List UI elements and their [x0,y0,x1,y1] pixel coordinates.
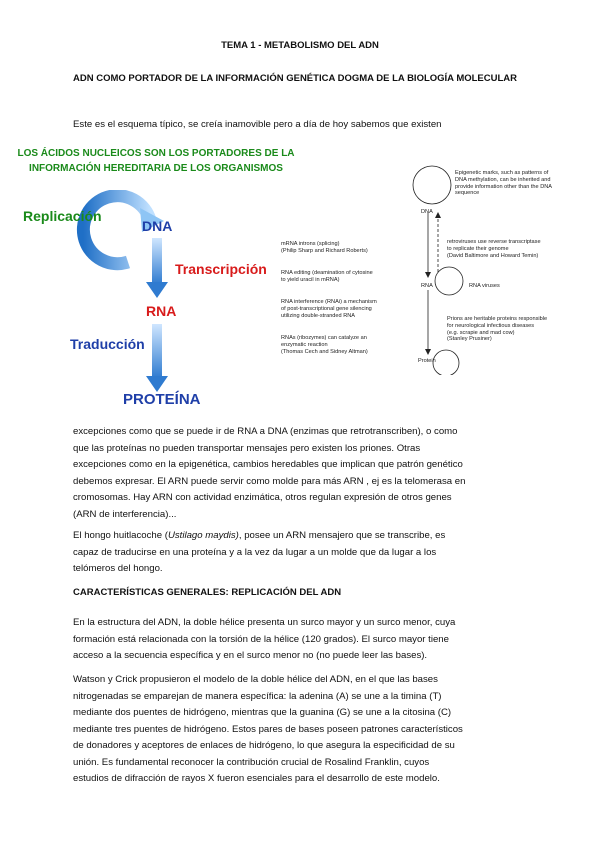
intro-line: Este es el esquema típico, se creía inamovible pero a día de hoy sabemos que existen [73,119,442,130]
note-line: retroviruses use reverse transcriptase [447,239,541,245]
note-line: Epigenetic marks, such as patterns of [455,170,549,176]
text-line: En la estructura del ADN, la doble hélice presenta un surco mayor y un surco menor, cuya [73,617,456,628]
replication-arc [83,196,150,264]
note-line: sequence [455,190,480,197]
note-line: of post-transcriptional gene silencing [281,305,372,312]
text-line: cromosomas. Hay ARN con actividad enzimática, otros regulan expresión de otros genes [73,492,452,503]
note-line: RNA editing (deamination of cytosine [281,270,373,276]
text-line: de donadores y aceptores de enlaces de hidrógeno, lo que asegura la especificidad de su [73,740,455,751]
text-line: formación está relacionada con la torsión de la hélice (120 grados). El surco mayor tiene [73,633,449,645]
text-line: unión. Es fundamental reconocer la contribución crucial de Rosalind Franklin, cuyos [73,756,430,768]
label-dna: DNA [142,218,173,234]
note-line: (Stanley Prusiner) [447,336,492,343]
text-line: (ARN de interferencia)... [73,508,177,520]
transcription-arrow-shaft [152,238,162,284]
note-line: (Philip Sharp and Richard Roberts) [281,247,368,254]
text-line: estudios de difracción de rayos X fueron esenciales para el desarrollo de este modelo. [73,773,440,784]
paragraph-watson-crick [73,672,548,788]
text-line: mediante dos puentes de hidrógeno, mientras que la guanina (G) se une a la citosina (C) [73,707,452,718]
section-heading-dogma: ADN COMO PORTADOR DE LA INFORMACIÓN GENÉTICA DOGMA DE LA BIOLOGÍA MOLECULAR [73,73,518,84]
text-line: telómeros del hongo. [73,563,163,574]
note-rna-viruses: RNA viruses [469,283,500,289]
note-retroviruses [447,239,597,259]
note-line: mRNA introns (splicing) [281,241,340,247]
note-rnai [281,299,411,319]
note-mrna-introns [281,241,411,255]
note-line: for neurological infectious diseases [447,322,535,329]
species-name: Ustilago maydis) [167,530,239,541]
note-line: enzymatic reaction [281,341,328,348]
paragraph-exceptions [73,424,543,523]
figure-header-line-1: LOS ÁCIDOS NUCLEICOS SON LOS PORTADORES DE LA [17,148,295,159]
label-traduccion: Traducción [70,336,145,352]
right-rna-label: RNA [421,283,433,289]
translation-arrowhead [146,376,168,392]
document-title: TEMA 1 - METABOLISMO DEL ADN [221,40,379,51]
note-line: provide information other than the DNA [455,183,553,190]
note-epigenetic [455,170,600,197]
label-proteina: PROTEÍNA [123,391,201,408]
text-line: debemos expresar. El ARN puede servir como molde para más ARN , ej es la telomerasa en [73,475,466,487]
label-transcripcion: Transcripción [175,261,267,277]
note-ribozymes [281,335,411,355]
note-line: utilizing double-stranded RNA [281,312,356,319]
note-line: RNAs (ribozymes) can catalyze an [281,335,367,341]
rna-loop [435,267,463,295]
figure-header [6,146,306,176]
label-rna: RNA [146,303,177,319]
text-span: , posee un ARN mensajero que se transcribe, es [238,530,446,541]
note-line: Prions are heritable proteins responsible [447,316,548,322]
note-line: DNA methylation, can be inherited and [455,176,551,183]
note-line: to replicate their genome [447,245,509,252]
figure-header-line-2: INFORMACIÓN HEREDITARIA DE LOS ORGANISMOS [29,163,283,174]
note-rna-editing [281,270,411,284]
translation-arrow-shaft [152,324,162,378]
note-prions [447,316,597,343]
right-dna-label: DNA [421,209,433,215]
text-line: que las proteínas no pueden transportar mensajes pero existen los priones. Otras [73,442,421,454]
text-span: El hongo huitlacoche ( [73,530,168,541]
dna-loop [413,166,451,204]
right-protein-label: Protein [418,358,436,364]
note-line: (Thomas Cech and Sidney Altman) [281,348,368,355]
text-line: nitrogenadas se emparejan de manera específica: la adenina (A) se une a la timina (T) [73,690,442,702]
text-line: excepciones como que se puede ir de RNA a DNA (enzimas que retrotranscriben), o como [73,426,458,437]
text-line [73,528,543,545]
transcription-arrowhead [146,282,168,298]
label-replicacion: Replicación [23,208,102,224]
text-line: mediante tres puentes de hidrógeno. Estos pares de bases poseen patrones característicos [73,723,463,735]
note-line: (David Baltimore and Howard Temin) [447,252,539,259]
note-line: RNA interference (RNAi) a mechanism [281,299,377,305]
paragraph-huitlacoche [73,528,543,578]
protein-loop [433,350,459,375]
note-line: to yield uracil in mRNA) [281,276,340,283]
paragraph-grooves [73,615,543,665]
note-line: (e.g. scrapie and mad cow) [447,329,515,336]
section-heading-replication: CARACTERÍSTICAS GENERALES: REPLICACIÓN DEL ADN [73,587,342,598]
text-line: excepciones como en la epigenética, cambios heredables que implican que patrón genético [73,459,463,470]
text-line: acceso a la secuencia específica y en el surco menor no (no puede leer las bases). [73,650,428,661]
text-line: Watson y Crick propusieron el modelo de la doble hélice del ADN, en el que las bases [73,674,438,685]
text-line: capaz de traducirse en una proteína y a la vez da lugar a un molde que da lugar a los [73,546,437,558]
